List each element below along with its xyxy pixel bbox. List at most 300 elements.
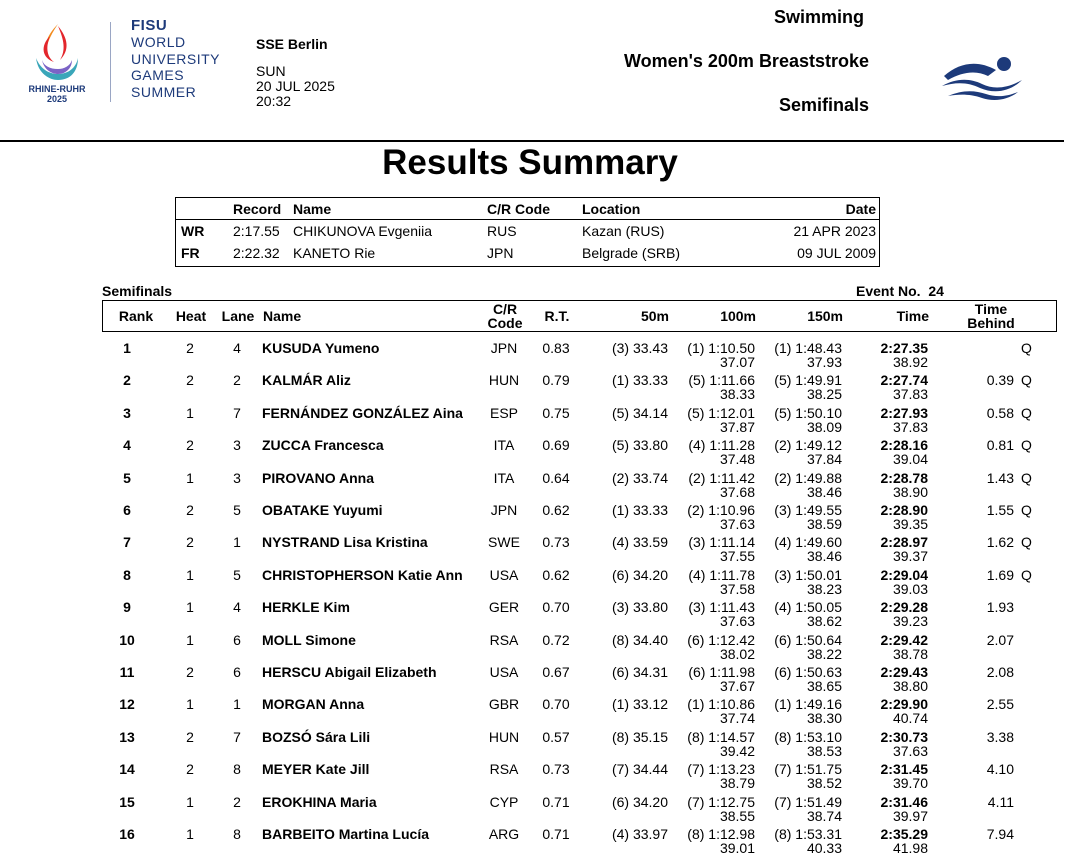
result-split-150m: (6) 1:50.63 xyxy=(774,664,842,680)
result-heat: 2 xyxy=(186,372,194,389)
result-rank: 4 xyxy=(123,437,131,454)
result-lap-200m: 40.74 xyxy=(892,710,928,727)
table-row xyxy=(102,437,1057,469)
result-code: RSA xyxy=(489,631,519,648)
result-name: CHRISTOPHERSON Katie Ann xyxy=(262,566,463,583)
result-lap-150m: 38.22 xyxy=(806,645,842,662)
result-time-behind: 4.11 xyxy=(987,793,1014,810)
result-lap-150m: 38.46 xyxy=(806,483,842,500)
table-row xyxy=(102,632,1057,664)
header-lane: Lane xyxy=(221,308,255,324)
result-heat: 2 xyxy=(186,437,194,454)
header-100m: 100m xyxy=(720,308,756,324)
record-code: RUS xyxy=(487,223,517,239)
result-code: HUN xyxy=(488,728,520,745)
result-rank: 7 xyxy=(123,534,131,551)
result-time-behind: 1.93 xyxy=(986,599,1014,616)
result-time-behind: 1.55 xyxy=(986,502,1014,518)
result-time-behind: 7.94 xyxy=(986,826,1014,842)
games-logo xyxy=(28,22,84,84)
result-split-50m: (1) 33.33 xyxy=(611,372,668,389)
event-phase: Semifinals xyxy=(778,95,869,115)
result-time-behind: 1.62 xyxy=(986,534,1014,551)
result-split-100m: (5) 1:12.01 xyxy=(687,404,755,421)
result-lane: 7 xyxy=(233,728,241,745)
result-reaction-time: 0.83 xyxy=(542,340,570,356)
result-lap-150m: 38.65 xyxy=(806,678,842,694)
result-lane: 4 xyxy=(233,599,241,616)
fisu-line: UNIVERSITY xyxy=(131,50,221,67)
table-row xyxy=(102,340,1057,372)
result-split-100m: (8) 1:14.57 xyxy=(687,728,755,745)
result-split-50m: (3) 33.80 xyxy=(611,599,668,616)
result-lap-100m: 37.63 xyxy=(719,613,755,630)
result-time: 2:28.78 xyxy=(880,469,928,486)
result-split-50m: (6) 34.31 xyxy=(611,664,668,680)
fisu-line: SUMMER xyxy=(131,83,197,100)
result-split-100m: (1) 1:10.50 xyxy=(687,340,755,356)
result-heat: 1 xyxy=(186,469,194,486)
result-heat: 1 xyxy=(186,826,194,842)
result-rank: 15 xyxy=(119,793,135,810)
result-lane: 1 xyxy=(233,696,241,713)
result-split-150m: (2) 1:49.88 xyxy=(774,469,842,486)
result-split-100m: (5) 1:11.66 xyxy=(688,372,755,389)
table-row xyxy=(102,826,1057,858)
result-lane: 6 xyxy=(233,631,241,648)
result-time-behind: 3.38 xyxy=(986,728,1014,745)
result-heat: 1 xyxy=(186,631,194,648)
result-split-50m: (4) 33.59 xyxy=(611,534,668,551)
record-code: JPN xyxy=(487,245,514,261)
sport-name: Swimming xyxy=(773,7,864,27)
logo-divider xyxy=(110,22,111,102)
header-rt: R.T. xyxy=(544,308,570,324)
result-split-50m: (6) 34.20 xyxy=(611,566,668,583)
logo-caption-line: RHINE-RUHR xyxy=(28,84,86,94)
table-row xyxy=(102,502,1057,534)
session-day: SUN xyxy=(256,63,286,79)
result-code: ARG xyxy=(488,826,520,842)
result-lap-150m: 38.52 xyxy=(806,775,842,792)
section-label: Semifinals xyxy=(102,283,173,299)
result-lap-200m: 39.70 xyxy=(892,775,928,792)
qualified-flag: Q xyxy=(1021,404,1032,421)
table-row xyxy=(102,729,1057,761)
result-lap-150m: 38.53 xyxy=(806,742,842,759)
result-lap-100m: 37.48 xyxy=(719,451,755,468)
qualified-flag: Q xyxy=(1021,534,1032,551)
record-date: 09 JUL 2009 xyxy=(797,245,876,261)
result-lap-100m: 38.55 xyxy=(719,807,755,824)
result-time: 2:30.73 xyxy=(880,728,928,745)
result-code: ITA xyxy=(493,437,515,454)
result-lane: 8 xyxy=(233,826,241,842)
result-time: 2:27.74 xyxy=(880,372,928,389)
result-lap-150m: 38.09 xyxy=(806,418,842,435)
records-header-record: Record xyxy=(233,201,282,217)
result-lap-100m: 37.87 xyxy=(719,418,755,435)
result-lane: 8 xyxy=(233,761,241,778)
record-time: 2:17.55 xyxy=(233,223,280,239)
result-lane: 4 xyxy=(233,340,241,356)
result-time: 2:28.90 xyxy=(880,502,928,518)
result-lap-150m: 38.23 xyxy=(806,580,842,597)
result-time: 2:31.46 xyxy=(880,793,928,810)
header-code-top: C/R xyxy=(492,301,518,317)
result-reaction-time: 0.73 xyxy=(542,534,570,551)
result-lap-150m: 38.59 xyxy=(806,516,842,532)
header-behind-top: Time xyxy=(974,301,1008,317)
result-lap-200m: 37.63 xyxy=(892,742,928,759)
result-rank: 1 xyxy=(123,340,131,356)
result-reaction-time: 0.70 xyxy=(542,696,570,713)
result-split-150m: (3) 1:49.55 xyxy=(774,502,842,518)
result-rank: 16 xyxy=(119,826,135,842)
result-lap-150m: 38.62 xyxy=(806,613,842,630)
result-code: USA xyxy=(489,664,519,680)
result-name: KUSUDA Yumeno xyxy=(262,340,380,356)
result-heat: 1 xyxy=(186,404,194,421)
result-heat: 1 xyxy=(186,599,194,616)
result-code: SWE xyxy=(488,534,520,551)
result-split-150m: (6) 1:50.64 xyxy=(774,631,842,648)
result-lap-100m: 37.55 xyxy=(719,548,755,565)
results-header xyxy=(102,300,1057,332)
result-lane: 3 xyxy=(233,469,241,486)
result-lane: 6 xyxy=(233,664,241,680)
result-rank: 9 xyxy=(123,599,131,616)
result-split-150m: (7) 1:51.75 xyxy=(774,761,842,778)
result-time: 2:29.04 xyxy=(880,566,928,583)
records-header-code: C/R Code xyxy=(487,201,550,217)
result-lap-200m: 39.37 xyxy=(892,548,928,565)
result-lap-100m: 37.63 xyxy=(719,516,755,532)
result-code: JPN xyxy=(490,502,518,518)
result-time-behind: 1.69 xyxy=(986,566,1014,583)
qualified-flag: Q xyxy=(1021,566,1032,583)
result-time: 2:28.16 xyxy=(880,437,928,454)
qualified-flag: Q xyxy=(1021,437,1032,454)
result-lap-200m: 37.83 xyxy=(892,418,928,435)
result-lap-200m: 38.78 xyxy=(892,645,928,662)
result-code: JPN xyxy=(490,340,518,356)
result-split-100m: (2) 1:10.96 xyxy=(687,502,755,518)
result-lane: 3 xyxy=(233,437,241,454)
result-rank: 13 xyxy=(119,728,135,745)
header-name: Name xyxy=(263,308,302,324)
result-name: HERKLE Kim xyxy=(262,599,350,616)
result-lap-100m: 37.67 xyxy=(719,678,755,694)
result-reaction-time: 0.71 xyxy=(542,826,570,842)
result-name: MORGAN Anna xyxy=(262,696,365,713)
header-50m: 50m xyxy=(640,308,669,324)
result-name: PIROVANO Anna xyxy=(262,469,375,486)
result-reaction-time: 0.62 xyxy=(542,502,570,518)
result-split-100m: (7) 1:13.23 xyxy=(687,761,755,778)
result-reaction-time: 0.64 xyxy=(542,469,570,486)
result-time: 2:27.35 xyxy=(880,340,928,356)
result-lap-200m: 39.04 xyxy=(892,451,928,468)
result-reaction-time: 0.62 xyxy=(542,566,570,583)
result-heat: 2 xyxy=(186,340,194,356)
result-lap-150m: 38.46 xyxy=(806,548,842,565)
result-name: BOZSÓ Sára Lili xyxy=(262,728,371,745)
result-lap-100m: 38.02 xyxy=(719,645,755,662)
result-time-behind: 0.58 xyxy=(986,404,1014,421)
result-reaction-time: 0.71 xyxy=(542,793,570,810)
result-lane: 2 xyxy=(233,793,241,810)
result-rank: 10 xyxy=(119,631,135,648)
event-number-value: 24 xyxy=(928,283,944,299)
result-lap-200m: 39.23 xyxy=(892,613,928,630)
record-date: 21 APR 2023 xyxy=(793,223,876,239)
result-split-150m: (4) 1:50.05 xyxy=(774,599,842,616)
session-datetime xyxy=(256,64,335,109)
result-split-100m: (4) 1:11.78 xyxy=(688,566,755,583)
result-lap-150m: 40.33 xyxy=(806,840,842,856)
result-time: 2:29.90 xyxy=(880,696,928,713)
result-lap-200m: 39.35 xyxy=(892,516,928,532)
header-rank: Rank xyxy=(118,308,154,324)
result-code: ITA xyxy=(493,469,515,486)
result-time-behind: 2.55 xyxy=(986,696,1014,713)
result-lane: 2 xyxy=(233,372,241,389)
header-150m: 150m xyxy=(807,308,843,324)
header-heat: Heat xyxy=(175,308,207,324)
header-time: Time xyxy=(896,308,929,324)
result-name: KALMÁR Aliz xyxy=(262,372,351,389)
result-split-100m: (2) 1:11.42 xyxy=(688,469,755,486)
result-heat: 1 xyxy=(186,696,194,713)
result-lap-150m: 37.93 xyxy=(806,354,842,370)
result-reaction-time: 0.57 xyxy=(542,728,570,745)
page-title: Results Summary xyxy=(382,143,678,182)
result-name: EROKHINA Maria xyxy=(262,793,377,810)
result-lap-200m: 38.92 xyxy=(892,354,928,370)
result-reaction-time: 0.70 xyxy=(542,599,570,616)
result-name: OBATAKE Yuyumi xyxy=(262,502,383,518)
result-code: GER xyxy=(488,599,520,616)
table-row xyxy=(102,372,1057,404)
result-split-100m: (7) 1:12.75 xyxy=(687,793,755,810)
result-rank: 2 xyxy=(123,372,131,389)
result-heat: 2 xyxy=(186,534,194,551)
table-row xyxy=(102,405,1057,437)
result-time: 2:35.29 xyxy=(880,826,928,842)
result-time-behind: 1.43 xyxy=(986,469,1014,486)
records-header-rule xyxy=(176,219,879,220)
result-code: USA xyxy=(489,566,519,583)
record-type: WR xyxy=(181,223,205,239)
result-split-150m: (2) 1:49.12 xyxy=(774,437,842,454)
qualified-flag: Q xyxy=(1021,372,1032,389)
result-lap-200m: 37.83 xyxy=(892,386,928,403)
result-heat: 2 xyxy=(186,761,194,778)
result-rank: 3 xyxy=(123,404,131,421)
records-header-location: Location xyxy=(582,201,641,217)
result-reaction-time: 0.67 xyxy=(542,664,570,680)
fisu-line: GAMES xyxy=(131,67,185,83)
result-time-behind: 2.08 xyxy=(986,664,1014,680)
result-rank: 6 xyxy=(123,502,131,518)
result-heat: 2 xyxy=(186,502,194,518)
result-time-behind: 4.10 xyxy=(986,761,1014,778)
record-location: Belgrade (SRB) xyxy=(582,245,681,261)
result-lap-100m: 37.68 xyxy=(719,483,755,500)
result-time: 2:28.97 xyxy=(880,534,928,551)
result-split-50m: (1) 33.33 xyxy=(611,502,668,518)
event-number xyxy=(856,283,944,299)
result-time-behind: 0.81 xyxy=(986,437,1014,454)
result-split-100m: (1) 1:10.86 xyxy=(687,696,755,713)
result-name: ZUCCA Francesca xyxy=(262,437,384,454)
result-split-50m: (1) 33.12 xyxy=(611,696,668,713)
result-code: RSA xyxy=(489,761,519,778)
result-reaction-time: 0.69 xyxy=(542,437,570,454)
result-name: FERNÁNDEZ GONZÁLEZ Aina xyxy=(262,404,463,421)
result-time-behind: 2.07 xyxy=(986,631,1014,648)
result-time: 2:29.28 xyxy=(880,599,928,616)
result-time: 2:27.93 xyxy=(880,404,928,421)
session-date: 20 JUL 2025 xyxy=(256,78,335,94)
result-heat: 1 xyxy=(186,793,194,810)
result-split-100m: (6) 1:11.98 xyxy=(688,664,755,680)
result-rank: 11 xyxy=(119,664,135,680)
header-time-behind xyxy=(961,302,1021,330)
logo-caption xyxy=(19,84,95,104)
qualified-flag: Q xyxy=(1021,340,1032,356)
result-lap-150m: 37.84 xyxy=(806,451,842,468)
result-split-50m: (3) 33.43 xyxy=(611,340,668,356)
result-split-100m: (8) 1:12.98 xyxy=(687,826,755,842)
result-split-100m: (4) 1:11.28 xyxy=(688,437,755,454)
result-reaction-time: 0.79 xyxy=(542,372,570,389)
result-time: 2:29.43 xyxy=(880,664,928,680)
records-header-date: Date xyxy=(845,201,876,217)
result-lap-100m: 39.42 xyxy=(719,742,755,759)
result-time-behind: 0.39 xyxy=(986,372,1014,389)
result-split-150m: (8) 1:53.31 xyxy=(774,826,842,842)
result-rank: 5 xyxy=(123,469,131,486)
table-row xyxy=(102,696,1057,728)
result-code: ESP xyxy=(489,404,518,421)
result-lap-100m: 37.58 xyxy=(719,580,755,597)
header-code-bottom: Code xyxy=(487,315,523,331)
result-split-50m: (4) 33.97 xyxy=(611,826,668,842)
result-name: HERSCU Abigail Elizabeth xyxy=(262,664,437,680)
result-lap-200m: 39.97 xyxy=(892,807,928,824)
result-split-150m: (1) 1:48.43 xyxy=(774,340,842,356)
fisu-title: FISU xyxy=(131,17,168,34)
event-name: Women's 200m Breaststroke xyxy=(623,51,869,71)
result-time: 2:29.42 xyxy=(880,631,928,648)
fisu-wordmark xyxy=(131,18,220,100)
qualified-flag: Q xyxy=(1021,469,1032,486)
result-lap-200m: 38.90 xyxy=(892,483,928,500)
result-split-100m: (3) 1:11.43 xyxy=(688,599,755,616)
result-heat: 2 xyxy=(186,728,194,745)
result-split-150m: (8) 1:53.10 xyxy=(774,728,842,745)
result-split-100m: (6) 1:12.42 xyxy=(687,631,755,648)
result-lap-100m: 37.74 xyxy=(719,710,755,727)
result-rank: 12 xyxy=(119,696,135,713)
event-number-label: Event No. xyxy=(856,283,921,299)
header-behind-bottom: Behind xyxy=(967,315,1015,331)
result-split-50m: (2) 33.74 xyxy=(611,469,668,486)
result-lap-150m: 38.74 xyxy=(806,807,842,824)
swimming-icon xyxy=(938,52,1026,102)
result-rank: 14 xyxy=(119,761,135,778)
result-code: HUN xyxy=(488,372,520,389)
header-code xyxy=(483,302,527,330)
record-holder: KANETO Rie xyxy=(293,245,376,261)
result-lap-100m: 38.33 xyxy=(719,386,755,403)
result-lap-200m: 41.98 xyxy=(892,840,928,856)
result-reaction-time: 0.72 xyxy=(542,631,570,648)
result-name: NYSTRAND Lisa Kristina xyxy=(262,534,428,551)
result-split-100m: (3) 1:11.14 xyxy=(688,534,755,551)
table-row xyxy=(102,567,1057,599)
records-box xyxy=(175,197,880,267)
result-lap-100m: 37.07 xyxy=(719,354,755,370)
result-lane: 7 xyxy=(233,404,241,421)
session-time: 20:32 xyxy=(256,93,292,109)
result-split-50m: (8) 35.15 xyxy=(611,728,668,745)
result-name: MEYER Kate Jill xyxy=(262,761,370,778)
result-split-50m: (6) 34.20 xyxy=(611,793,668,810)
result-split-150m: (5) 1:49.91 xyxy=(774,372,842,389)
result-lane: 1 xyxy=(233,534,241,551)
table-row xyxy=(102,794,1057,826)
result-heat: 2 xyxy=(186,664,194,680)
result-split-50m: (5) 33.80 xyxy=(611,437,668,454)
venue-name: SSE Berlin xyxy=(256,36,328,52)
result-time: 2:31.45 xyxy=(880,761,928,778)
result-lap-150m: 38.30 xyxy=(806,710,842,727)
result-lane: 5 xyxy=(233,502,241,518)
table-row xyxy=(102,470,1057,502)
result-reaction-time: 0.73 xyxy=(542,761,570,778)
result-heat: 1 xyxy=(186,566,194,583)
records-header-name: Name xyxy=(293,201,332,217)
record-time: 2:22.32 xyxy=(233,245,280,261)
result-split-50m: (8) 34.40 xyxy=(611,631,668,648)
result-split-50m: (7) 34.44 xyxy=(611,761,668,778)
result-rank: 8 xyxy=(123,566,131,583)
record-holder: CHIKUNOVA Evgeniia xyxy=(293,223,433,239)
result-split-50m: (5) 34.14 xyxy=(611,404,668,421)
result-split-150m: (5) 1:50.10 xyxy=(774,404,842,421)
result-name: MOLL Simone xyxy=(262,631,356,648)
table-row xyxy=(102,664,1057,696)
result-name: BARBEITO Martina Lucía xyxy=(262,826,429,842)
table-row xyxy=(102,534,1057,566)
record-location: Kazan (RUS) xyxy=(582,223,665,239)
result-code: GBR xyxy=(488,696,520,713)
qualified-flag: Q xyxy=(1021,502,1032,518)
result-split-150m: (4) 1:49.60 xyxy=(774,534,842,551)
header-rule xyxy=(0,140,1064,142)
result-split-150m: (1) 1:49.16 xyxy=(774,696,842,713)
result-lap-100m: 38.79 xyxy=(719,775,755,792)
result-split-150m: (3) 1:50.01 xyxy=(774,566,842,583)
record-type: FR xyxy=(181,245,200,261)
table-row xyxy=(102,599,1057,631)
result-lap-200m: 38.80 xyxy=(892,678,928,694)
result-lap-150m: 38.25 xyxy=(806,386,842,403)
result-lap-100m: 39.01 xyxy=(719,840,755,856)
